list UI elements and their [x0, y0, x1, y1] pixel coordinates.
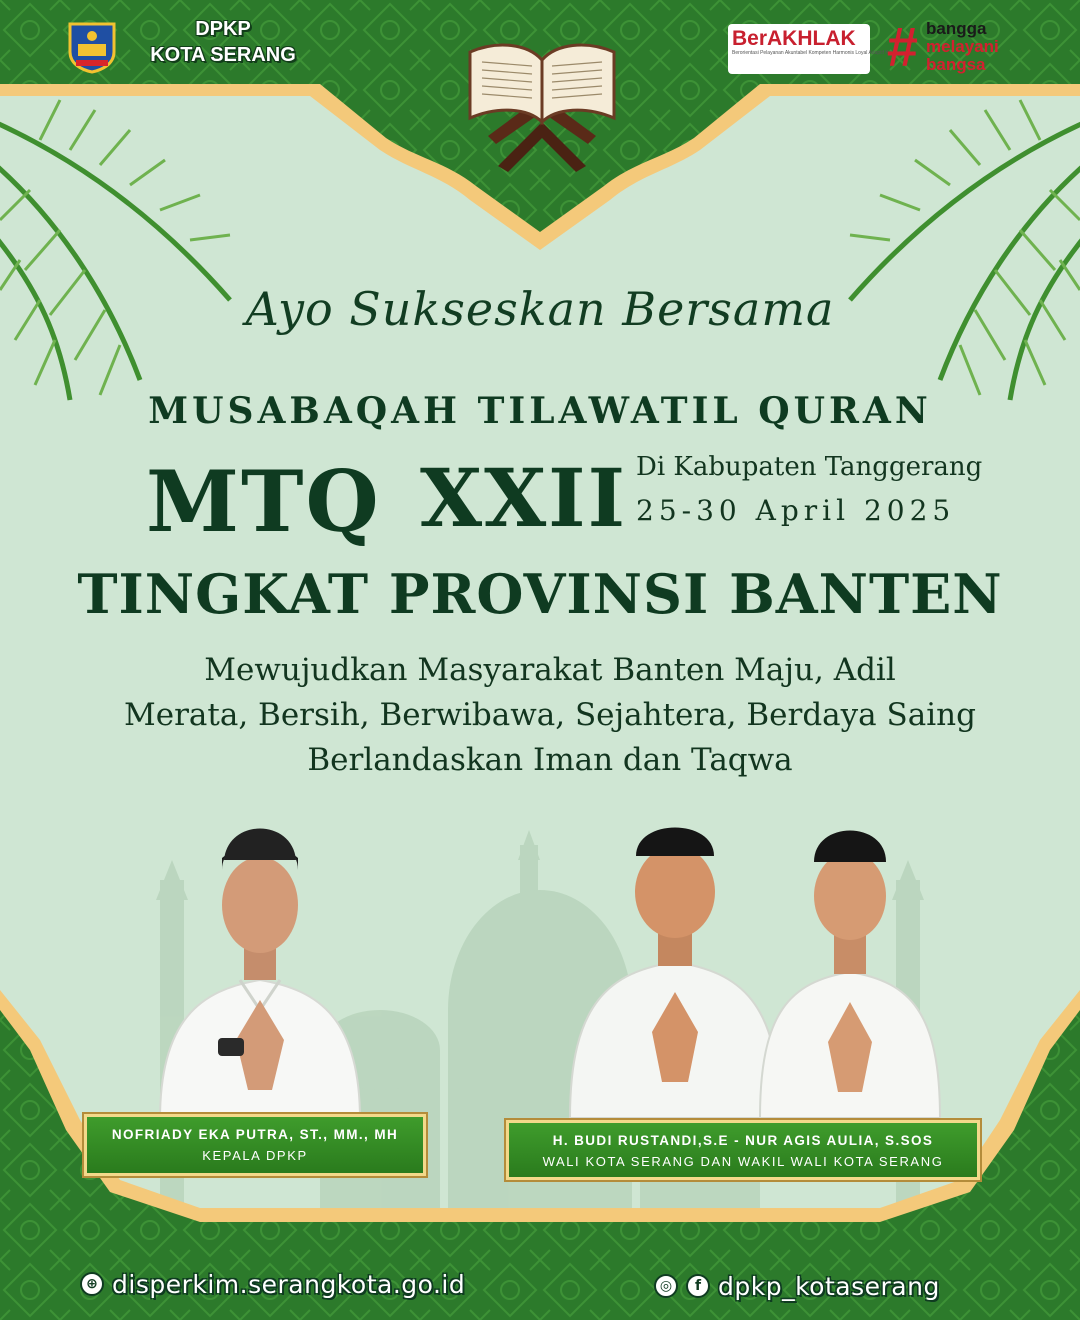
- mission-line-1: Mewujudkan Masyarakat Banten Maju, Adil: [204, 652, 896, 688]
- bangga-word-2: melayani: [926, 37, 999, 56]
- portrait-kepala-dpkp: [140, 810, 380, 1120]
- kepala-dpkp-role: KEPALA DPKP: [202, 1148, 308, 1163]
- org-name-line2: KOTA SERANG: [150, 44, 296, 66]
- social-handle[interactable]: dpkp_kotaserang: [718, 1271, 940, 1301]
- event-name: MUSABAQAH TILAWATIL QURAN: [148, 390, 932, 432]
- quran-book-icon: [458, 26, 626, 174]
- org-name-line1: DPKP: [195, 18, 251, 40]
- edition-number: XXII: [420, 451, 627, 545]
- bangga-words: [926, 20, 999, 74]
- berakhlak-title: BerAKHLAK: [732, 27, 856, 50]
- mission-statement: [60, 648, 1040, 783]
- bangga-word-3: bangsa: [926, 55, 986, 74]
- wali-kota-label: [506, 1120, 980, 1180]
- footer-website[interactable]: [80, 1266, 465, 1302]
- portrait-wakil-wali-kota: [760, 812, 940, 1118]
- event-level: TINGKAT PROVINSI BANTEN: [77, 562, 1003, 626]
- bangga-word-1: bangga: [926, 19, 987, 38]
- mission-line-3: Berlandaskan Iman dan Taqwa: [307, 742, 793, 778]
- facebook-icon[interactable]: f: [686, 1274, 710, 1298]
- mission-line-2: Merata, Bersih, Berwibawa, Sejahtera, Berdaya Saing: [124, 697, 976, 733]
- hashtag-icon: #: [886, 15, 918, 78]
- tagline-script: Ayo Sukseskan Bersama: [245, 282, 835, 336]
- event-dates: 25-30 April 2025: [636, 494, 956, 527]
- kepala-dpkp-name: NOFRIADY EKA PUTRA, ST., MM., MH: [111, 1127, 399, 1142]
- mtq-acronym: MTQ: [146, 452, 381, 551]
- globe-icon: ⊕: [80, 1272, 104, 1296]
- berakhlak-subtitle: Berorientasi Pelayanan Akuntabel Kompeten Harmonis Loyal Adaptif Kolaboratif: [732, 50, 910, 56]
- website-url[interactable]: disperkim.serangkota.go.id: [112, 1269, 466, 1299]
- kota-serang-crest-icon: [64, 18, 120, 74]
- kepala-dpkp-label: [84, 1114, 426, 1176]
- instagram-icon[interactable]: ◎: [654, 1274, 678, 1298]
- footer-social[interactable]: [654, 1268, 940, 1304]
- wali-kota-roles: WALI KOTA SERANG DAN WAKIL WALI KOTA SERANG: [542, 1154, 944, 1169]
- portrait-wali-kota: [570, 812, 780, 1118]
- berakhlak-logo: [728, 24, 910, 74]
- wali-kota-names: H. BUDI RUSTANDI,S.E - NUR AGIS AULIA, S.SOS: [552, 1133, 934, 1148]
- bangga-melayani-bangsa-logo: [886, 15, 1016, 80]
- event-location: Di Kabupaten Tanggerang: [636, 452, 983, 482]
- org-name: [128, 16, 318, 68]
